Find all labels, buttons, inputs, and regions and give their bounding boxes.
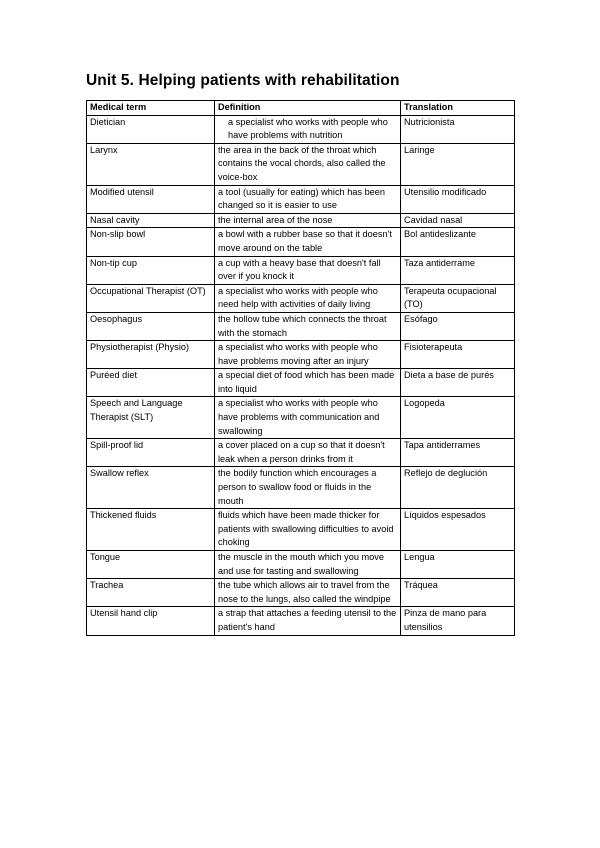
table-row xyxy=(87,213,515,228)
translation-cell: Logopeda xyxy=(401,397,515,439)
translation-cell: Lengua xyxy=(401,551,515,579)
definition-cell: a strap that attaches a feeding utensil to the patient's hand xyxy=(215,607,401,635)
translation-cell: Utensilio modificado xyxy=(401,185,515,213)
definition-cell: a cover placed on a cup so that it doesn't leak when a person drinks from it xyxy=(215,439,401,467)
table-row xyxy=(87,579,515,607)
translation-cell: Nutricionista xyxy=(401,115,515,143)
translation-cell: Dieta a base de purés xyxy=(401,369,515,397)
table-row xyxy=(87,439,515,467)
table-row xyxy=(87,397,515,439)
definition-cell: a special diet of food which has been made into liquid xyxy=(215,369,401,397)
translation-cell: Reflejo de deglución xyxy=(401,467,515,509)
term-cell: Larynx xyxy=(87,143,215,185)
table-row xyxy=(87,551,515,579)
definition-cell: the internal area of the nose xyxy=(215,213,401,228)
table-row xyxy=(87,467,515,509)
table-header-row xyxy=(87,101,515,116)
table-row xyxy=(87,369,515,397)
definition-cell: a specialist who works with people who have problems moving after an injury xyxy=(215,341,401,369)
definition-cell: a bowl with a rubber base so that it doesn't move around on the table xyxy=(215,228,401,256)
definition-cell xyxy=(215,115,401,143)
term-cell: Tongue xyxy=(87,551,215,579)
definition-cell: the area in the back of the throat which contains the vocal chords, also called the voice-box xyxy=(215,143,401,185)
definition-cell: the bodily function which encourages a person to swallow food or fluids in the mouth xyxy=(215,467,401,509)
translation-cell: Pinza de mano para utensilios xyxy=(401,607,515,635)
table-row xyxy=(87,312,515,340)
term-cell: Speech and Language Therapist (SLT) xyxy=(87,397,215,439)
translation-cell: Líquidos espesados xyxy=(401,509,515,551)
term-cell: Dietician xyxy=(87,115,215,143)
table-row xyxy=(87,607,515,635)
term-cell: Swallow reflex xyxy=(87,467,215,509)
page-title: Unit 5. Helping patients with rehabilitation xyxy=(86,72,400,89)
definition-cell: fluids which have been made thicker for patients with swallowing difficulties to avoid choking xyxy=(215,509,401,551)
table-row xyxy=(87,341,515,369)
translation-cell: Tráquea xyxy=(401,579,515,607)
definition-cell: the muscle in the mouth which you move and use for tasting and swallowing xyxy=(215,551,401,579)
definition-cell: a specialist who works with people who have problems with communication and swallowing xyxy=(215,397,401,439)
table-row xyxy=(87,256,515,284)
term-cell: Thickened fluids xyxy=(87,509,215,551)
definition-cell: a cup with a heavy base that doesn't fall over if you knock it xyxy=(215,256,401,284)
translation-cell: Terapeuta ocupacional (TO) xyxy=(401,284,515,312)
table-row xyxy=(87,228,515,256)
term-cell: Physiotherapist (Physio) xyxy=(87,341,215,369)
term-cell: Spill-proof lid xyxy=(87,439,215,467)
definition-cell: the hollow tube which connects the throat with the stomach xyxy=(215,312,401,340)
translation-cell: Laringe xyxy=(401,143,515,185)
term-cell: Trachea xyxy=(87,579,215,607)
translation-cell: Bol antideslizante xyxy=(401,228,515,256)
table-row xyxy=(87,143,515,185)
term-cell: Nasal cavity xyxy=(87,213,215,228)
table-row xyxy=(87,115,515,143)
glossary-table xyxy=(86,100,515,636)
definition-cell: a tool (usually for eating) which has been changed so it is easier to use xyxy=(215,185,401,213)
translation-cell: Esófago xyxy=(401,312,515,340)
term-cell: Modified utensil xyxy=(87,185,215,213)
table-row xyxy=(87,284,515,312)
header-medical-term: Medical term xyxy=(87,101,215,116)
term-cell: Non-slip bowl xyxy=(87,228,215,256)
definition-text: a specialist who works with people who have problems with nutrition xyxy=(228,116,388,141)
table-row xyxy=(87,185,515,213)
term-cell: Occupational Therapist (OT) xyxy=(87,284,215,312)
translation-cell: Cavidad nasal xyxy=(401,213,515,228)
term-cell: Non-tip cup xyxy=(87,256,215,284)
term-cell: Utensil hand clip xyxy=(87,607,215,635)
term-cell: Puréed diet xyxy=(87,369,215,397)
translation-cell: Tapa antiderrames xyxy=(401,439,515,467)
definition-cell: a specialist who works with people who need help with activities of daily living xyxy=(215,284,401,312)
translation-cell: Taza antiderrame xyxy=(401,256,515,284)
definition-cell: the tube which allows air to travel from the nose to the lungs, also called the windpipe xyxy=(215,579,401,607)
term-cell: Oesophagus xyxy=(87,312,215,340)
header-translation: Translation xyxy=(401,101,515,116)
header-definition: Definition xyxy=(215,101,401,116)
table-row xyxy=(87,509,515,551)
translation-cell: Fisioterapeuta xyxy=(401,341,515,369)
